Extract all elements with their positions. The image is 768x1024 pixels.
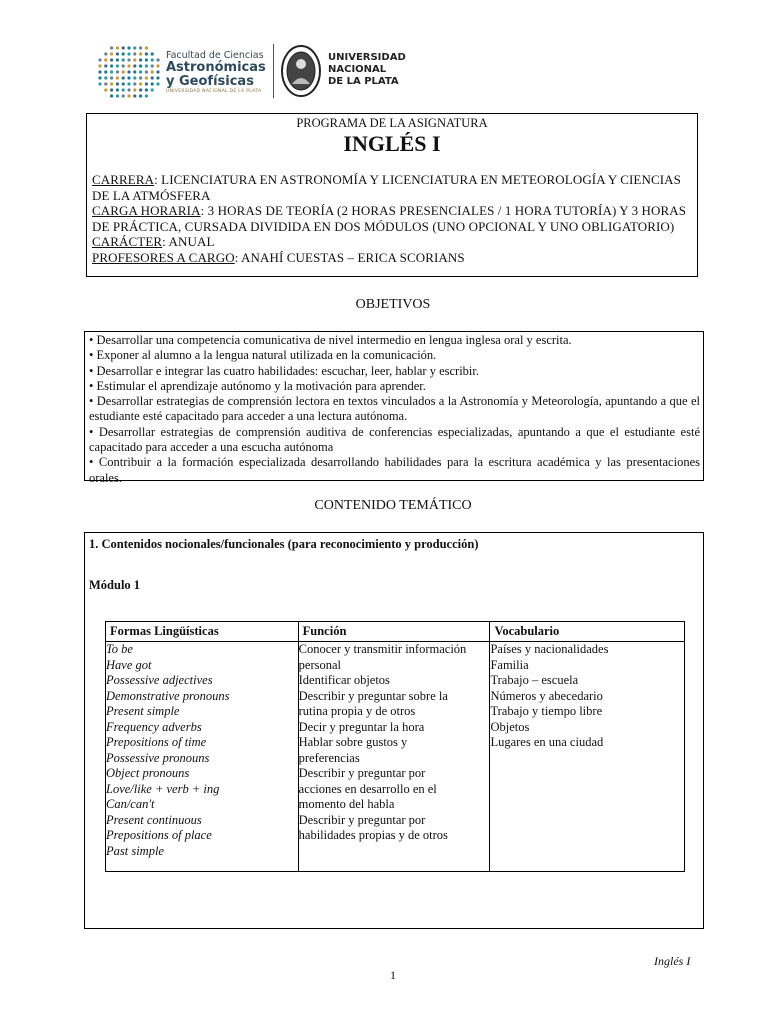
objectives-box xyxy=(84,331,704,485)
cell-line: Possessive adjectives xyxy=(106,673,213,687)
cell-line: Prepositions of time xyxy=(106,735,207,749)
logo-dot xyxy=(110,82,113,85)
university-line-2: NACIONAL xyxy=(328,64,387,75)
cell-line: Have got xyxy=(106,657,152,672)
funcion-cell xyxy=(298,642,490,872)
cell-line: Números y abecedario xyxy=(490,688,603,703)
page-number: 1 xyxy=(390,968,396,982)
cell-line: Love/like + verb + ing xyxy=(106,781,220,796)
cell-line: Possessive pronouns xyxy=(106,750,210,765)
faculty-dots-icon xyxy=(96,44,162,100)
logo-dot xyxy=(110,64,113,67)
logo-dot xyxy=(145,94,148,97)
logo-dot xyxy=(127,82,130,85)
logo-dot xyxy=(145,58,148,61)
faculty-line-3: y Geofísicas xyxy=(166,74,254,89)
carrera-row xyxy=(92,172,692,203)
logo-dot xyxy=(151,82,154,85)
logo-dot xyxy=(133,88,136,91)
cell-line: Trabajo – escuela xyxy=(490,673,579,687)
carga-value: : 3 HORAS DE TEORÍA (2 HORAS PRESENCIALES / 1 HORA TUTORÍA) Y 3 HORAS DE PRÁCTICA, CURSADA DIVIDIDA EN DOS MÓDULOS (UNO OPCIONAL Y UNO OBLIGATORIO) xyxy=(92,203,687,234)
logo-dot xyxy=(104,64,107,67)
logo-dot xyxy=(110,88,113,91)
objective-item: • Estimular el aprendizaje autónomo y la motivación para aprender. xyxy=(89,378,426,393)
cell-line: Países y nacionalidades xyxy=(490,642,609,656)
logo-dot xyxy=(116,76,119,79)
logo-dot xyxy=(145,64,148,67)
logo-dot xyxy=(104,58,107,61)
logo-dot xyxy=(156,64,159,67)
logo-dot xyxy=(145,76,148,79)
caracter-row xyxy=(92,234,692,250)
logo-dot xyxy=(110,46,113,49)
logo-dot xyxy=(127,88,130,91)
logo-dot xyxy=(151,64,154,67)
cell-line: Frequency adverbs xyxy=(106,719,202,734)
logo-dot xyxy=(156,76,159,79)
caracter-label: CARÁCTER xyxy=(92,234,163,250)
logo-dot xyxy=(139,52,142,55)
logo-dot xyxy=(151,52,154,55)
logo-dot xyxy=(127,94,130,97)
logo-dot xyxy=(116,82,119,85)
logo-dot xyxy=(156,70,159,73)
content-heading: CONTENIDO TEMÁTICO xyxy=(314,498,472,513)
formas-cell xyxy=(106,642,299,872)
logo-dot xyxy=(110,58,113,61)
objective-item: • Exponer al alumno a la lengua natural utilizada en la comunicación. xyxy=(89,348,437,363)
logo-dot xyxy=(145,46,148,49)
cell-line: momento del habla xyxy=(298,797,395,811)
carrera-label: CARRERA xyxy=(92,172,155,187)
university-line-3: DE LA PLATA xyxy=(328,76,399,87)
table-row xyxy=(106,642,685,872)
objectives-list xyxy=(89,333,700,486)
logo-dot xyxy=(116,52,119,55)
module-table xyxy=(105,621,685,872)
cell-line: Identificar objetos xyxy=(298,673,390,687)
logo-dot xyxy=(104,82,107,85)
cell-line: To be xyxy=(106,642,133,656)
program-label: PROGRAMA DE LA ASIGNATURA xyxy=(296,116,488,130)
profesores-label: PROFESORES A CARGO xyxy=(92,249,235,265)
logo-dot xyxy=(139,70,142,73)
cell-line: personal xyxy=(298,657,341,672)
logo-dot xyxy=(133,70,136,73)
cell-line: Familia xyxy=(490,657,529,672)
cell-line: Trabajo y tiempo libre xyxy=(490,704,603,718)
carga-label: CARGA HORARIA xyxy=(92,203,201,219)
logo-dot xyxy=(122,70,125,73)
objective-item: • Desarrollar estrategias de comprensión auditiva de conferencias especializadas, apuntando a que el estudiante esté capacitado para acceder a una escucha autónoma xyxy=(89,424,700,455)
logo-dot xyxy=(104,52,107,55)
logo-dot xyxy=(122,94,125,97)
running-title: Inglés I xyxy=(654,954,691,968)
cell-line: Past simple xyxy=(106,843,164,858)
university-logo xyxy=(280,42,410,102)
logo-dot xyxy=(110,70,113,73)
objective-item: • Desarrollar e integrar las cuatro habilidades: escuchar, leer, hablar y escribir. xyxy=(89,363,480,378)
logo-dot xyxy=(122,82,125,85)
carrera-value: : LICENCIATURA EN ASTRONOMÍA Y LICENCIATURA EN METEOROLOGÍA Y CIENCIAS DE LA ATMÓSFERA xyxy=(92,172,681,203)
logo-dot xyxy=(156,58,159,61)
cell-line: habilidades propias y de otros xyxy=(298,828,448,842)
objectives-heading: OBJETIVOS xyxy=(355,297,431,312)
logo-dot xyxy=(116,58,119,61)
logo-dot xyxy=(98,70,101,73)
cell-line: Describir y preguntar por xyxy=(298,766,426,780)
header-formas: Formas Lingüísticas xyxy=(106,622,299,642)
cell-line: preferencias xyxy=(298,750,360,765)
logo-dot xyxy=(122,64,125,67)
faculty-logo xyxy=(96,42,276,102)
logo-dot xyxy=(133,52,136,55)
logo-dot xyxy=(122,52,125,55)
cell-line: Describir y preguntar por xyxy=(298,812,426,827)
carga-row xyxy=(92,203,692,234)
course-title: INGLÉS I xyxy=(343,131,441,156)
caracter-value: : ANUAL xyxy=(162,234,215,250)
logo-dot xyxy=(133,58,136,61)
logo-dot xyxy=(127,76,130,79)
objective-item: • Desarrollar estrategias de comprensión lectora en textos vinculados a la Astronomía y Meteorología, apuntando a que el estudiante esté capacitado para acceder a una lectura autónoma. xyxy=(89,394,700,424)
program-box xyxy=(86,113,698,277)
program-details xyxy=(92,172,692,266)
cell-line: Decir y preguntar la hora xyxy=(298,719,425,734)
logo-dot xyxy=(139,88,142,91)
profesores-value: : ANAHÍ CUESTAS – ERICA SCORIANS xyxy=(234,249,465,265)
cell-line: Hablar sobre gustos y xyxy=(298,735,408,749)
cell-line: acciones en desarrollo en el xyxy=(298,781,437,796)
logo-dot xyxy=(122,76,125,79)
logo-dot xyxy=(98,76,101,79)
logo-dot xyxy=(139,64,142,67)
cell-line: rutina propia y de otros xyxy=(298,704,416,718)
university-name xyxy=(328,52,406,88)
logo-dot xyxy=(139,46,142,49)
cell-line: Describir y preguntar sobre la xyxy=(298,688,448,703)
university-seal-icon xyxy=(280,44,322,98)
university-line-1: UNIVERSIDAD xyxy=(328,52,406,63)
logo-dot xyxy=(133,82,136,85)
logo-dot xyxy=(145,70,148,73)
logo-dot xyxy=(151,88,154,91)
faculty-line-4: UNIVERSIDAD NACIONAL DE LA PLATA xyxy=(166,89,262,94)
logo-dot xyxy=(145,82,148,85)
logo-dot xyxy=(116,70,119,73)
logo-dot xyxy=(139,58,142,61)
logo-dot xyxy=(122,58,125,61)
logo-dot xyxy=(98,64,101,67)
header-funcion: Función xyxy=(298,622,490,642)
logo-dot xyxy=(104,76,107,79)
logo-dot xyxy=(110,76,113,79)
logo-dot xyxy=(116,94,119,97)
logo-dot xyxy=(110,94,113,97)
logo-dot xyxy=(127,58,130,61)
module-title: Módulo 1 xyxy=(89,578,141,592)
logo-dot xyxy=(110,52,113,55)
logo-dot xyxy=(156,82,159,85)
cell-line: Present simple xyxy=(106,704,180,718)
header-vocabulario: Vocabulario xyxy=(490,622,685,642)
logo-dot xyxy=(127,46,130,49)
logo-dot xyxy=(122,88,125,91)
logo-dot xyxy=(139,82,142,85)
cell-line: Demonstrative pronouns xyxy=(106,688,230,703)
faculty-line-1: Facultad de Ciencias xyxy=(166,50,264,61)
cell-line: Conocer y transmitir información xyxy=(298,642,467,656)
logo-dot xyxy=(151,76,154,79)
cell-line: Can/can't xyxy=(106,797,155,811)
logo-divider xyxy=(273,44,274,98)
logo-dot xyxy=(139,94,142,97)
logo-dot xyxy=(122,46,125,49)
logo-dot xyxy=(116,64,119,67)
section-title: 1. Contenidos nocionales/funcionales (para reconocimiento y producción) xyxy=(89,537,479,551)
logo-dot xyxy=(98,58,101,61)
logo-dot xyxy=(98,82,101,85)
logo-dot xyxy=(133,94,136,97)
logo-dot xyxy=(145,88,148,91)
logo-dot xyxy=(133,76,136,79)
cell-line: Prepositions of place xyxy=(106,828,212,842)
profesores-row xyxy=(92,250,692,266)
logo-dot xyxy=(104,70,107,73)
logo-dot xyxy=(133,64,136,67)
logo-dot xyxy=(133,46,136,49)
cell-line: Present continuous xyxy=(106,812,202,827)
logo-dot xyxy=(145,52,148,55)
cell-line: Object pronouns xyxy=(106,766,190,780)
objective-item: • Contribuir a la formación especializada desarrollando habilidades para la escritura académica y las presentaciones orales. xyxy=(89,455,700,485)
table-header-row xyxy=(106,622,685,642)
cell-line: Lugares en una ciudad xyxy=(490,735,604,749)
logo-dot xyxy=(151,58,154,61)
logo-dot xyxy=(104,88,107,91)
logo-dot xyxy=(127,64,130,67)
logo-dot xyxy=(151,70,154,73)
faculty-logo-text xyxy=(166,50,266,95)
faculty-line-2: Astronómicas xyxy=(166,60,266,75)
logo-dot xyxy=(116,46,119,49)
vocabulario-cell xyxy=(490,642,685,872)
logo-dot xyxy=(127,52,130,55)
cell-line: Objetos xyxy=(490,719,530,734)
logo-dot xyxy=(127,70,130,73)
logo-dot xyxy=(116,88,119,91)
objective-item: • Desarrollar una competencia comunicativa de nivel intermedio en lengua inglesa oral y escrita. xyxy=(89,333,572,347)
logo-dot xyxy=(139,76,142,79)
